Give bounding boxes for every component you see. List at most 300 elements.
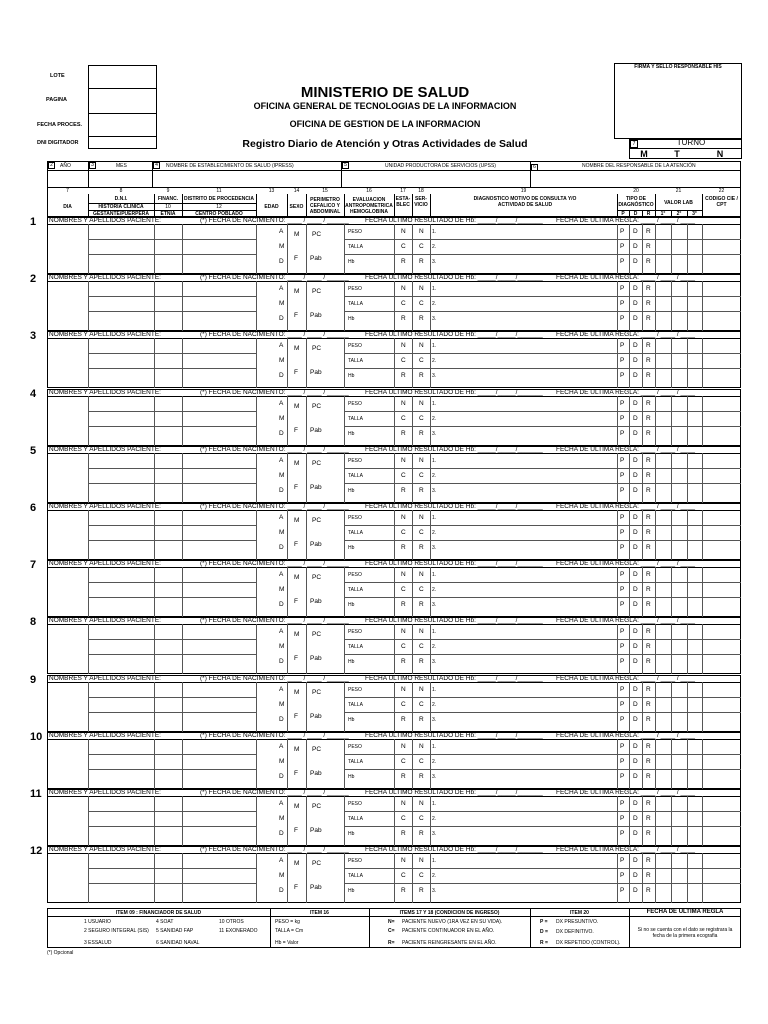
- sexo-option[interactable]: M: [294, 631, 300, 638]
- regla-date-label: FECHA DE ULTIMA REGLA: ____ / ____ / ____: [556, 274, 695, 281]
- estab-option[interactable]: C: [401, 758, 406, 765]
- tipo-p-option[interactable]: P: [620, 830, 625, 837]
- tipo-r-option[interactable]: R: [646, 800, 651, 807]
- tipo-r-option[interactable]: R: [646, 686, 651, 693]
- perimetro-option[interactable]: Pab: [310, 255, 322, 262]
- edad-option[interactable]: A: [279, 628, 284, 635]
- tipo-d-option[interactable]: D: [633, 430, 638, 437]
- tipo-r-option[interactable]: R: [646, 300, 651, 307]
- tipo-r-option[interactable]: R: [646, 773, 651, 780]
- perimetro-option[interactable]: PC: [312, 631, 322, 638]
- tipo-p-option[interactable]: P: [620, 372, 625, 379]
- turno-n[interactable]: N: [716, 149, 724, 159]
- tipo-d-option[interactable]: D: [633, 529, 638, 536]
- edad-option[interactable]: M: [279, 815, 285, 822]
- tipo-p-option[interactable]: P: [620, 315, 625, 322]
- anio-label: AÑO: [60, 163, 71, 169]
- estab-option[interactable]: N: [401, 400, 406, 407]
- edad-option[interactable]: D: [279, 830, 284, 837]
- perimetro-option[interactable]: Pab: [310, 427, 322, 434]
- edad-option[interactable]: D: [279, 544, 284, 551]
- perimetro-option[interactable]: PC: [312, 746, 322, 753]
- tipo-p-option[interactable]: P: [620, 887, 625, 894]
- perimetro-option[interactable]: Pab: [310, 541, 322, 548]
- perimetro-option[interactable]: PC: [312, 231, 322, 238]
- edad-option[interactable]: D: [279, 430, 284, 437]
- diagnostico-number: 3.: [432, 659, 437, 665]
- servicio-option[interactable]: N: [419, 686, 424, 693]
- tipo-p-option[interactable]: P: [620, 857, 625, 864]
- servicio-option[interactable]: C: [419, 243, 424, 250]
- evaluacion-label: Hb: [348, 602, 355, 608]
- tipo-r-option[interactable]: R: [646, 857, 651, 864]
- row-number: 4: [30, 388, 37, 400]
- edad-option[interactable]: M: [279, 643, 285, 650]
- tipo-r-option[interactable]: R: [646, 457, 651, 464]
- sexo-option[interactable]: M: [294, 403, 300, 410]
- estab-option[interactable]: C: [401, 415, 406, 422]
- estab-option[interactable]: N: [401, 800, 406, 807]
- diagnostico-number: 2.: [432, 358, 437, 364]
- servicio-option[interactable]: R: [419, 601, 424, 608]
- tipo-d-option[interactable]: D: [633, 830, 638, 837]
- tipo-d-option[interactable]: D: [633, 514, 638, 521]
- perimetro-option[interactable]: PC: [312, 403, 322, 410]
- servicio-option[interactable]: N: [419, 857, 424, 864]
- tipo-r-option[interactable]: R: [646, 415, 651, 422]
- tipo-p-option[interactable]: P: [620, 643, 625, 650]
- servicio-option[interactable]: C: [419, 815, 424, 822]
- tipo-p-option[interactable]: P: [620, 300, 625, 307]
- diagnostico-number: 2.: [432, 473, 437, 479]
- servicio-option[interactable]: C: [419, 300, 424, 307]
- edad-option[interactable]: D: [279, 716, 284, 723]
- estab-option[interactable]: R: [401, 372, 406, 379]
- sexo-option[interactable]: F: [294, 598, 298, 605]
- tipo-r-option[interactable]: R: [646, 342, 651, 349]
- edad-option[interactable]: D: [279, 372, 284, 379]
- edad-option[interactable]: A: [279, 857, 284, 864]
- edad-option[interactable]: M: [279, 872, 285, 879]
- edad-option[interactable]: A: [279, 228, 284, 235]
- tipo-p-option[interactable]: P: [620, 285, 625, 292]
- perimetro-option[interactable]: PC: [312, 345, 322, 352]
- servicio-option[interactable]: N: [419, 400, 424, 407]
- sexo-option[interactable]: F: [294, 884, 298, 891]
- tipo-d-option[interactable]: D: [633, 800, 638, 807]
- register-title: Registro Diario de Atención y Otras Actividades de Salud: [242, 138, 528, 150]
- patient-name-label: NOMBRES Y APELLIDOS PACIENTE:: [49, 732, 161, 739]
- tipo-p-option[interactable]: P: [620, 357, 625, 364]
- edad-option[interactable]: A: [279, 571, 284, 578]
- tipo-p-option[interactable]: P: [620, 529, 625, 536]
- servicio-option[interactable]: C: [419, 758, 424, 765]
- tipo-r-option[interactable]: R: [646, 487, 651, 494]
- tipo-r-option[interactable]: R: [646, 529, 651, 536]
- birth-date-label: (*) FECHA DE NACIMIENTO: ____ / ____ / ______: [200, 217, 349, 224]
- servicio-option[interactable]: N: [419, 342, 424, 349]
- perimetro-option[interactable]: Pab: [310, 484, 322, 491]
- tipo-r-option[interactable]: R: [646, 472, 651, 479]
- tipo-d-option[interactable]: D: [633, 701, 638, 708]
- tipo-r-option[interactable]: R: [646, 544, 651, 551]
- tipo-r-option[interactable]: R: [646, 716, 651, 723]
- tipo-d-option[interactable]: D: [633, 571, 638, 578]
- tipo-p-option[interactable]: P: [620, 716, 625, 723]
- perimetro-option[interactable]: PC: [312, 460, 322, 467]
- estab-option[interactable]: R: [401, 544, 406, 551]
- servicio-option[interactable]: R: [419, 544, 424, 551]
- servicio-option[interactable]: C: [419, 643, 424, 650]
- tipo-d-option[interactable]: D: [633, 258, 638, 265]
- estab-option[interactable]: N: [401, 686, 406, 693]
- tipo-r-option[interactable]: R: [646, 357, 651, 364]
- tipo-p-option[interactable]: P: [620, 342, 625, 349]
- servicio-option[interactable]: N: [419, 285, 424, 292]
- tipo-d-option[interactable]: D: [633, 887, 638, 894]
- edad-option[interactable]: A: [279, 743, 284, 750]
- tipo-d-option[interactable]: D: [633, 415, 638, 422]
- servicio-option[interactable]: R: [419, 487, 424, 494]
- servicio-option[interactable]: N: [419, 571, 424, 578]
- perimetro-option[interactable]: Pab: [310, 827, 322, 834]
- servicio-option[interactable]: R: [419, 258, 424, 265]
- tipo-d-option[interactable]: D: [633, 400, 638, 407]
- tipo-d-option[interactable]: D: [633, 342, 638, 349]
- estab-option[interactable]: N: [401, 743, 406, 750]
- tipo-r-option[interactable]: R: [646, 887, 651, 894]
- tipo-p-option[interactable]: P: [620, 514, 625, 521]
- servicio-option[interactable]: R: [419, 830, 424, 837]
- perimetro-option[interactable]: PC: [312, 860, 322, 867]
- perimetro-option[interactable]: Pab: [310, 770, 322, 777]
- estab-option[interactable]: N: [401, 857, 406, 864]
- edad-option[interactable]: M: [279, 586, 285, 593]
- perimetro-option[interactable]: Pab: [310, 369, 322, 376]
- servicio-option[interactable]: N: [419, 743, 424, 750]
- perimetro-option[interactable]: Pab: [310, 598, 322, 605]
- edad-option[interactable]: D: [279, 315, 284, 322]
- edad-option[interactable]: M: [279, 243, 285, 250]
- tipo-d-option[interactable]: D: [633, 815, 638, 822]
- servicio-option[interactable]: C: [419, 872, 424, 879]
- tipo-r-option[interactable]: R: [646, 872, 651, 879]
- estab-option[interactable]: R: [401, 887, 406, 894]
- perimetro-option[interactable]: PC: [312, 517, 322, 524]
- edad-option[interactable]: M: [279, 300, 285, 307]
- sexo-option[interactable]: F: [294, 655, 298, 662]
- estab-option[interactable]: N: [401, 571, 406, 578]
- tipo-r-option[interactable]: R: [646, 430, 651, 437]
- tipo-d-option[interactable]: D: [633, 472, 638, 479]
- estab-option[interactable]: N: [401, 228, 406, 235]
- hb-date-label: FECHA ULTIMO RESULTADO DE Hb: _____/_____/_______: [365, 732, 543, 739]
- tipo-d-option[interactable]: D: [633, 743, 638, 750]
- perimetro-option[interactable]: PC: [312, 288, 322, 295]
- sexo-option[interactable]: M: [294, 689, 300, 696]
- sexo-option[interactable]: F: [294, 369, 298, 376]
- sexo-option[interactable]: F: [294, 255, 298, 262]
- edad-option[interactable]: M: [279, 529, 285, 536]
- turno-m[interactable]: M: [640, 149, 648, 159]
- birth-date-label: (*) FECHA DE NACIMIENTO: ____ / ____ / ______: [200, 732, 349, 739]
- perimetro-option[interactable]: Pab: [310, 884, 322, 891]
- tipo-r-option[interactable]: R: [646, 601, 651, 608]
- item09-title: ITEM 09 : FINANCIADOR DE SALUD: [115, 910, 202, 916]
- estab-option[interactable]: R: [401, 716, 406, 723]
- estab-option[interactable]: C: [401, 872, 406, 879]
- edad-option[interactable]: M: [279, 701, 285, 708]
- edad-option[interactable]: A: [279, 514, 284, 521]
- sexo-option[interactable]: M: [294, 574, 300, 581]
- estab-option[interactable]: N: [401, 514, 406, 521]
- estab-option[interactable]: R: [401, 601, 406, 608]
- perimetro-option[interactable]: PC: [312, 689, 322, 696]
- tipo-d-option[interactable]: D: [633, 457, 638, 464]
- edad-option[interactable]: A: [279, 800, 284, 807]
- tipo-p-option[interactable]: P: [620, 758, 625, 765]
- tipo-p-option[interactable]: P: [620, 601, 625, 608]
- tipo-p-option[interactable]: P: [620, 472, 625, 479]
- tipo-d-option[interactable]: D: [633, 357, 638, 364]
- sexo-option[interactable]: M: [294, 288, 300, 295]
- dni-digitador-input[interactable]: [88, 136, 157, 149]
- edad-option[interactable]: A: [279, 686, 284, 693]
- estab-option[interactable]: R: [401, 430, 406, 437]
- tipo-r-option[interactable]: R: [646, 743, 651, 750]
- row-number: 11: [30, 788, 42, 800]
- servicio-option[interactable]: R: [419, 430, 424, 437]
- tipo-p-option[interactable]: P: [620, 457, 625, 464]
- sexo-option[interactable]: F: [294, 827, 298, 834]
- turno-t[interactable]: T: [674, 149, 680, 159]
- estab-option[interactable]: C: [401, 300, 406, 307]
- tipo-p-option[interactable]: P: [620, 586, 625, 593]
- sexo-option[interactable]: M: [294, 803, 300, 810]
- sexo-option[interactable]: M: [294, 860, 300, 867]
- sexo-option[interactable]: M: [294, 517, 300, 524]
- tipo-p-option[interactable]: P: [620, 686, 625, 693]
- tipo-p-option[interactable]: P: [620, 872, 625, 879]
- edad-option[interactable]: D: [279, 773, 284, 780]
- tipo-d-option[interactable]: D: [633, 228, 638, 235]
- tipo-d-option[interactable]: D: [633, 758, 638, 765]
- estab-option[interactable]: N: [401, 285, 406, 292]
- sexo-option[interactable]: F: [294, 770, 298, 777]
- estab-option[interactable]: C: [401, 243, 406, 250]
- tipo-d-option[interactable]: D: [633, 372, 638, 379]
- edad-option[interactable]: A: [279, 457, 284, 464]
- edad-option[interactable]: D: [279, 658, 284, 665]
- tipo-d-option[interactable]: D: [633, 285, 638, 292]
- edad-option[interactable]: D: [279, 601, 284, 608]
- tipo-p-option[interactable]: P: [620, 430, 625, 437]
- edad-option[interactable]: D: [279, 887, 284, 894]
- tipo-p-option[interactable]: P: [620, 815, 625, 822]
- tipo-r-option[interactable]: R: [646, 372, 651, 379]
- regla-date-label: FECHA DE ULTIMA REGLA: ____ / ____ / ____: [556, 560, 695, 567]
- evaluacion-label: Hb: [348, 774, 355, 780]
- fecha-proces-input[interactable]: [88, 113, 157, 137]
- firma-box[interactable]: [614, 63, 742, 139]
- evaluacion-label: PESO: [348, 401, 362, 407]
- subtitle-ogei: OFICINA DE GESTION DE LA INFORMACION: [289, 119, 481, 129]
- tipo-r-option[interactable]: R: [646, 400, 651, 407]
- estab-option[interactable]: N: [401, 342, 406, 349]
- tipo-d-option[interactable]: D: [633, 716, 638, 723]
- edad-option[interactable]: A: [279, 285, 284, 292]
- servicio-option[interactable]: N: [419, 800, 424, 807]
- estab-option[interactable]: R: [401, 258, 406, 265]
- sexo-option[interactable]: F: [294, 713, 298, 720]
- tipo-p-option[interactable]: P: [620, 258, 625, 265]
- estab-option[interactable]: R: [401, 315, 406, 322]
- servicio-option[interactable]: C: [419, 701, 424, 708]
- tipo-p-option[interactable]: P: [620, 628, 625, 635]
- tipo-r-option[interactable]: R: [646, 701, 651, 708]
- tipo-r-option[interactable]: R: [646, 758, 651, 765]
- row-number: 3: [30, 330, 37, 342]
- tipo-d-option[interactable]: D: [633, 658, 638, 665]
- servicio-option[interactable]: N: [419, 228, 424, 235]
- diagnostico-number: 1.: [432, 629, 437, 635]
- estab-option[interactable]: C: [401, 586, 406, 593]
- tipo-d-option[interactable]: D: [633, 628, 638, 635]
- tipo-r-option[interactable]: R: [646, 586, 651, 593]
- tipo-r-option[interactable]: R: [646, 243, 651, 250]
- estab-option[interactable]: C: [401, 472, 406, 479]
- estab-option[interactable]: R: [401, 658, 406, 665]
- tipo-p-option[interactable]: P: [620, 228, 625, 235]
- sexo-option[interactable]: M: [294, 746, 300, 753]
- tipo-p-option[interactable]: P: [620, 658, 625, 665]
- diagnostico-number: 3.: [432, 888, 437, 894]
- estab-option[interactable]: C: [401, 643, 406, 650]
- edad-option[interactable]: M: [279, 357, 285, 364]
- perimetro-option[interactable]: Pab: [310, 312, 322, 319]
- servicio-option[interactable]: N: [419, 514, 424, 521]
- tipo-d-option[interactable]: D: [633, 686, 638, 693]
- servicio-option[interactable]: N: [419, 457, 424, 464]
- servicio-option[interactable]: N: [419, 628, 424, 635]
- servicio-option[interactable]: R: [419, 773, 424, 780]
- tipo-d-option[interactable]: D: [633, 857, 638, 864]
- tipo-d-option[interactable]: D: [633, 315, 638, 322]
- diagnostico-number: 2.: [432, 301, 437, 307]
- tipo-d-option[interactable]: D: [633, 300, 638, 307]
- estab-option[interactable]: N: [401, 457, 406, 464]
- tipo-p-option[interactable]: P: [620, 243, 625, 250]
- servicio-option[interactable]: R: [419, 887, 424, 894]
- pagina-input[interactable]: [88, 88, 157, 114]
- estab-option[interactable]: C: [401, 701, 406, 708]
- edad-option[interactable]: D: [279, 258, 284, 265]
- sexo-option[interactable]: M: [294, 345, 300, 352]
- tipo-r-option[interactable]: R: [646, 228, 651, 235]
- tipo-r-option[interactable]: R: [646, 830, 651, 837]
- tipo-r-option[interactable]: R: [646, 571, 651, 578]
- tipo-d-option[interactable]: D: [633, 544, 638, 551]
- tipo-p-option[interactable]: P: [620, 701, 625, 708]
- tipo-p-option[interactable]: P: [620, 415, 625, 422]
- tipo-d-option[interactable]: D: [633, 601, 638, 608]
- tipo-r-option[interactable]: R: [646, 815, 651, 822]
- edad-option[interactable]: M: [279, 758, 285, 765]
- evaluacion-label: PESO: [348, 744, 362, 750]
- tipo-r-option[interactable]: R: [646, 258, 651, 265]
- perimetro-option[interactable]: PC: [312, 803, 322, 810]
- servicio-option[interactable]: C: [419, 529, 424, 536]
- lote-input[interactable]: [88, 65, 157, 89]
- tipo-r-option[interactable]: R: [646, 643, 651, 650]
- tipo-p-option[interactable]: P: [620, 800, 625, 807]
- edad-option[interactable]: M: [279, 415, 285, 422]
- tipo-p-option[interactable]: P: [620, 773, 625, 780]
- tipo-d-option[interactable]: D: [633, 643, 638, 650]
- perimetro-option[interactable]: PC: [312, 574, 322, 581]
- tipo-d-option[interactable]: D: [633, 586, 638, 593]
- tipo-r-option[interactable]: R: [646, 315, 651, 322]
- tipo-r-option[interactable]: R: [646, 628, 651, 635]
- servicio-option[interactable]: C: [419, 357, 424, 364]
- sexo-option[interactable]: F: [294, 541, 298, 548]
- servicio-option[interactable]: R: [419, 658, 424, 665]
- sexo-option[interactable]: M: [294, 460, 300, 467]
- tipo-p-option[interactable]: P: [620, 400, 625, 407]
- sexo-option[interactable]: F: [294, 312, 298, 319]
- tipo-d-option[interactable]: D: [633, 872, 638, 879]
- tipo-d-option[interactable]: D: [633, 487, 638, 494]
- servicio-option[interactable]: R: [419, 372, 424, 379]
- estab-option[interactable]: C: [401, 357, 406, 364]
- estab-option[interactable]: R: [401, 773, 406, 780]
- tipo-p-option[interactable]: P: [620, 743, 625, 750]
- estab-option[interactable]: C: [401, 815, 406, 822]
- tipo-p-option[interactable]: P: [620, 487, 625, 494]
- edad-option[interactable]: M: [279, 472, 285, 479]
- diagnostico-number: 1.: [432, 801, 437, 807]
- tipo-p-option[interactable]: P: [620, 544, 625, 551]
- estab-option[interactable]: N: [401, 628, 406, 635]
- estab-option[interactable]: C: [401, 529, 406, 536]
- servicio-option[interactable]: R: [419, 716, 424, 723]
- evaluacion-label: Hb: [348, 888, 355, 894]
- edad-option[interactable]: A: [279, 342, 284, 349]
- tipo-r-option[interactable]: R: [646, 514, 651, 521]
- perimetro-option[interactable]: Pab: [310, 713, 322, 720]
- servicio-option[interactable]: C: [419, 415, 424, 422]
- birth-date-label: (*) FECHA DE NACIMIENTO: ____ / ____ / ______: [200, 617, 349, 624]
- perimetro-option[interactable]: Pab: [310, 655, 322, 662]
- tipo-d-option[interactable]: D: [633, 243, 638, 250]
- sexo-option[interactable]: F: [294, 484, 298, 491]
- tipo-p-option[interactable]: P: [620, 571, 625, 578]
- tipo-r-option[interactable]: R: [646, 285, 651, 292]
- row-number: 8: [30, 616, 37, 628]
- sexo-option[interactable]: M: [294, 231, 300, 238]
- estab-option[interactable]: R: [401, 487, 406, 494]
- tipo-d-option[interactable]: D: [633, 773, 638, 780]
- servicio-option[interactable]: R: [419, 315, 424, 322]
- servicio-option[interactable]: C: [419, 472, 424, 479]
- row-number: 5: [30, 445, 37, 457]
- estab-option[interactable]: R: [401, 830, 406, 837]
- tipo-r-option[interactable]: R: [646, 658, 651, 665]
- edad-option[interactable]: D: [279, 487, 284, 494]
- sexo-option[interactable]: F: [294, 427, 298, 434]
- servicio-option[interactable]: C: [419, 586, 424, 593]
- edad-option[interactable]: A: [279, 400, 284, 407]
